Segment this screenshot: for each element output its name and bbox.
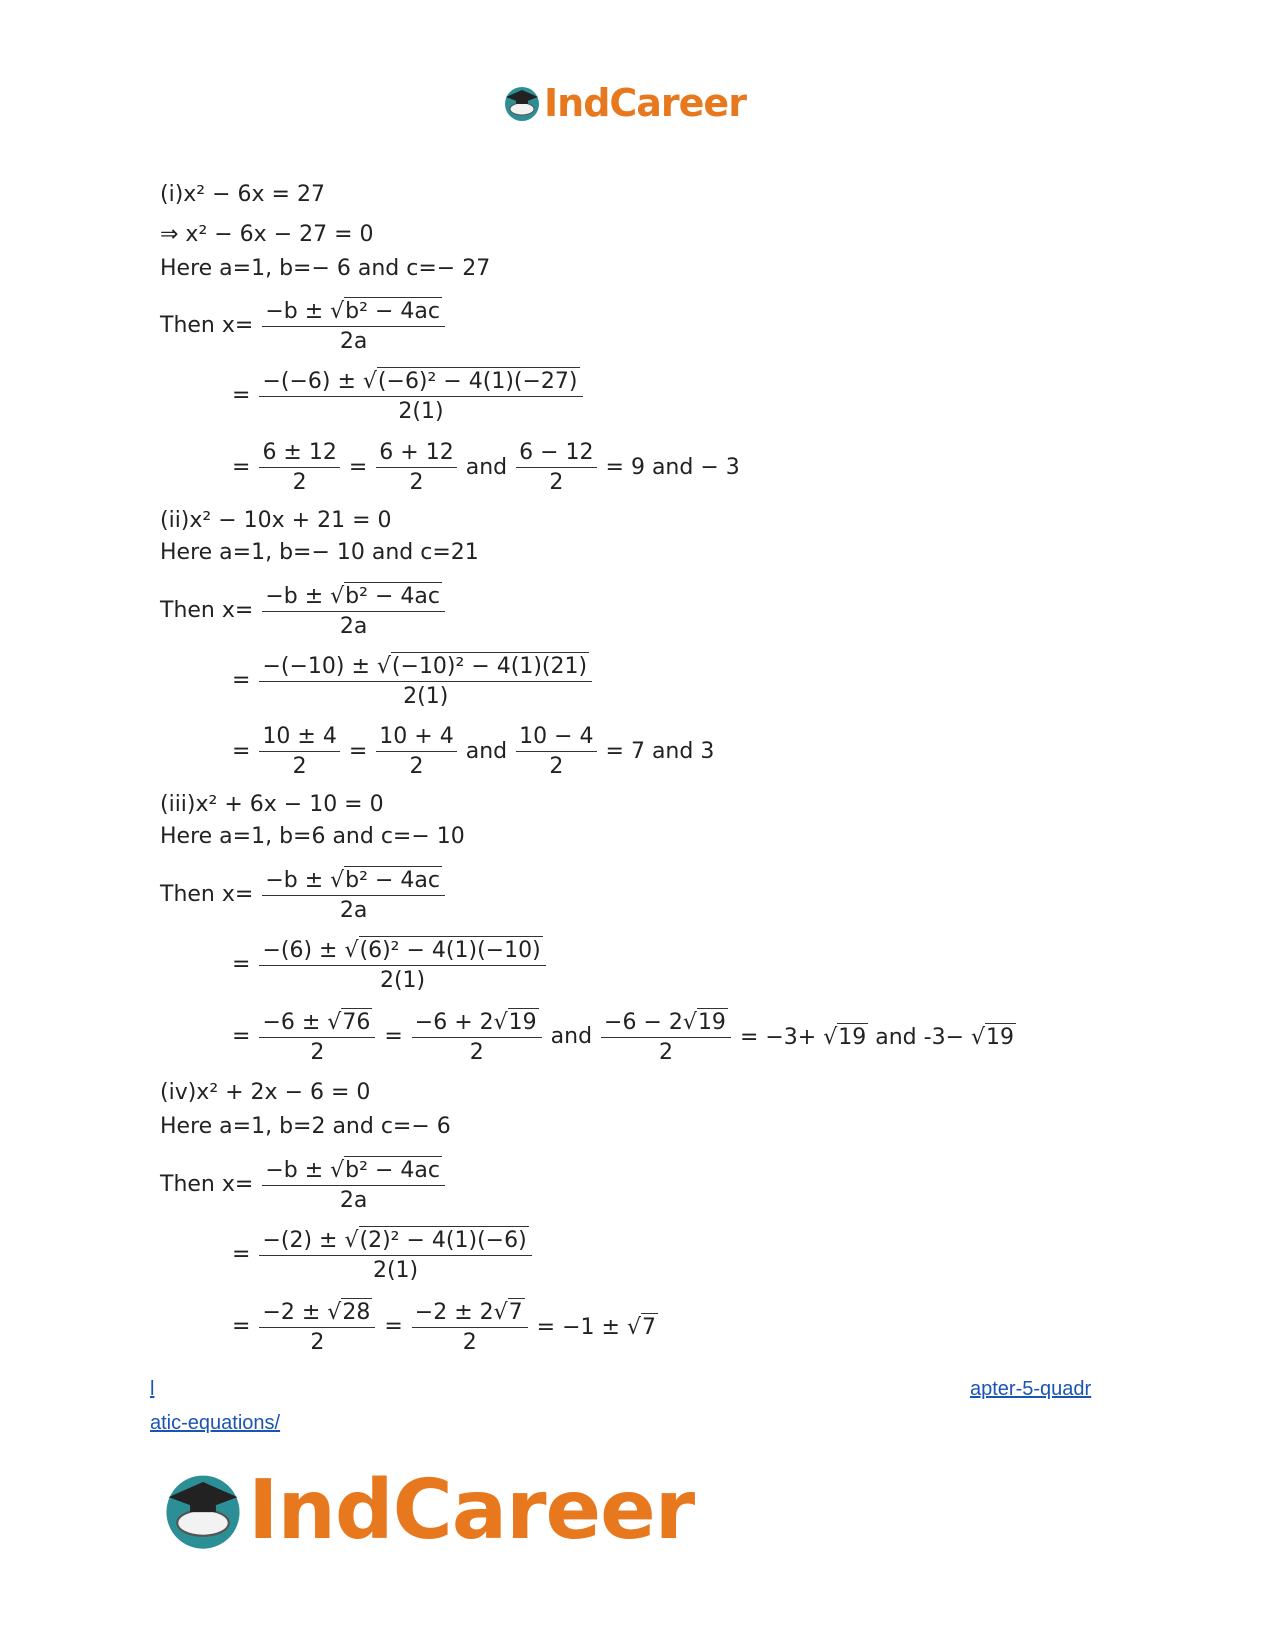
coefficients: Here a=1, b=− 10 and c=21 xyxy=(160,540,479,565)
quadratic-formula: Then x= $\frac{\text{−b ± √b² − 4ac}}{2a}$ xyxy=(160,866,447,923)
quadratic-formula xyxy=(160,297,447,354)
substitution: = $\frac{\text{−(−10) ± √(−10)² − 4(1)(21)}}{2(1)}$ xyxy=(232,652,594,709)
result: = 9 and − 3 xyxy=(605,455,740,480)
coefficients: Here a=1, b=2 and c=− 6 xyxy=(160,1114,451,1139)
substitution: = $\frac{\text{−(−6) ± √(−6)² − 4(1)(−27)}}{2(1)}$ xyxy=(232,367,585,424)
coefficients: Here a=1, b=− 6 and c=− 27 xyxy=(160,256,491,281)
problem-title: (iv)x² + 2x − 6 = 0 xyxy=(160,1080,371,1105)
problem-title: (i)x² − 6x = 27 xyxy=(160,182,325,207)
coefficients: Here a=1, b=6 and c=− 10 xyxy=(160,824,465,849)
result: = −3+ √19 and -3− √19 xyxy=(739,1025,1015,1050)
graduation-cap-logo-icon xyxy=(502,83,542,123)
roots: = $\frac{-6 \pm √76}{2}$ = $\frac{-6 + 2√19}{2}$ and $\frac{-6 - 2√19}{2}$ = −3+ √19 and -3− √19 xyxy=(232,1010,1015,1065)
header-logo xyxy=(502,78,746,128)
source-link-start[interactable]: l xyxy=(150,1378,155,1400)
result: = −1 ± √7 xyxy=(536,1315,656,1340)
roots: = $\frac{10 \pm 4}{2}$ = $\frac{10 + 4}{2}$ and $\frac{10 - 4}{2}$ = 7 and 3 xyxy=(232,724,715,779)
roots: = $\frac{-2 \pm √28}{2}$ = $\frac{-2 \pm 2√7}{2}$ = −1 ± √7 xyxy=(232,1300,656,1355)
result: = 7 and 3 xyxy=(605,739,715,764)
problem-title: (ii)x² − 10x + 21 = 0 xyxy=(160,508,392,533)
then-label: Then x= xyxy=(160,313,254,338)
footer-logo xyxy=(160,1460,694,1560)
brand-wordmark: IndCareer xyxy=(544,81,746,125)
roots: = $\frac{6 \pm 12}{2}$ = $\frac{6 + 12}{2}$ and $\frac{6 - 12}{2}$ = 9 and − 3 xyxy=(232,440,740,495)
quadratic-formula: Then x= $\frac{\text{−b ± √b² − 4ac}}{2a}$ xyxy=(160,1156,447,1213)
source-link-middle[interactable]: apter-5-quadr xyxy=(970,1378,1092,1400)
problem-title: (iii)x² + 6x − 10 = 0 xyxy=(160,792,384,817)
rearranged-equation: ⇒ x² − 6x − 27 = 0 xyxy=(160,222,374,247)
brand-wordmark: IndCareer xyxy=(248,1462,695,1558)
substitution: = $\frac{\text{−(2) ± √(2)² − 4(1)(−6)}}{2(1)}$ xyxy=(232,1226,534,1283)
quadratic-formula: Then x= $\frac{\text{−b ± √b² − 4ac}}{2a}$ xyxy=(160,582,447,639)
source-link-end[interactable]: atic-equations/ xyxy=(150,1412,281,1434)
substitution: = $\frac{\text{−(6) ± √(6)² − 4(1)(−10)}}{2(1)}$ xyxy=(232,936,548,993)
formula-fraction: $\frac{\text{−b ± √b² − 4ac}}{2a}$ xyxy=(262,297,445,354)
graduation-cap-logo-icon xyxy=(160,1467,246,1553)
